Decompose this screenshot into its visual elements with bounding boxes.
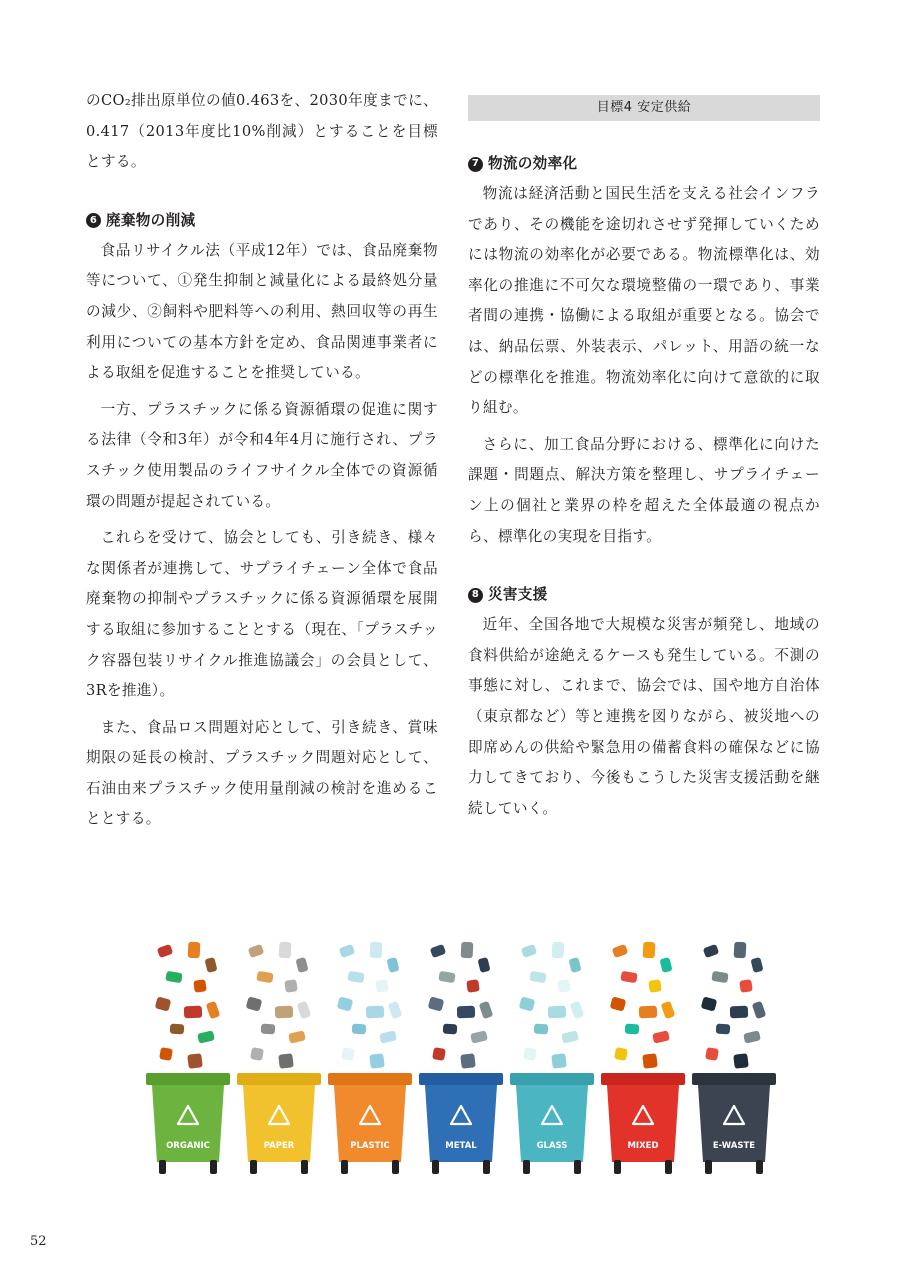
waste-item-icon	[369, 1053, 385, 1069]
bin-wheel	[210, 1160, 217, 1174]
bin-label: PAPER	[263, 1141, 295, 1151]
left-column	[86, 86, 438, 835]
waste-item-icon	[659, 957, 672, 973]
waste-item-icon	[661, 1001, 676, 1019]
waste-item-icon	[523, 1047, 537, 1061]
waste-item-icon	[375, 979, 389, 993]
bin-organic	[146, 942, 230, 1174]
waste-item-icon	[739, 979, 753, 993]
section-number-badge: 8	[468, 588, 483, 603]
waste-item-icon	[279, 942, 292, 959]
bin-wheel	[705, 1160, 712, 1174]
waste-item-icon	[734, 942, 747, 959]
bin-wheel	[432, 1160, 439, 1174]
waste-item-icon	[730, 1006, 748, 1019]
waste-item-icon	[256, 971, 273, 983]
bin-lid	[692, 1073, 776, 1085]
waste-item-icon	[519, 996, 536, 1011]
bin-paper	[237, 942, 321, 1174]
waste-item-icon	[561, 1030, 579, 1043]
waste-item-icon	[278, 1053, 294, 1069]
bin-label: PLASTIC	[350, 1141, 390, 1151]
waste-item-icon	[614, 1047, 628, 1061]
bin-wheel	[756, 1160, 763, 1174]
waste-item-icon	[206, 1001, 221, 1019]
waste-item-icon	[443, 1024, 458, 1035]
waste-item-icon	[352, 1024, 367, 1035]
waste-item-icon	[165, 971, 182, 983]
waste-item-icon	[379, 1030, 397, 1043]
waste-item-icon	[386, 957, 399, 973]
waste-item-icon	[339, 944, 356, 958]
waste-item-icon	[159, 1047, 173, 1061]
waste-item-icon	[529, 971, 546, 983]
waste-item-icon	[188, 942, 201, 959]
waste-item-icon	[548, 1006, 566, 1019]
bin-label: GLASS	[536, 1141, 568, 1151]
bin-wheel	[301, 1160, 308, 1174]
bin-lid	[328, 1073, 412, 1085]
waste-item-icon	[388, 1001, 403, 1019]
bin-label: ORGANIC	[166, 1141, 210, 1151]
bin-label: E-WASTE	[712, 1141, 756, 1151]
waste-item-icon	[184, 1006, 202, 1019]
section-7-paragraph: 物流は経済活動と国民生活を支える社会インフラであり、その機能を途切れさせず発揮していくためには物流の効率化が必要である。物流標準化は、効率化の推進に不可欠な環境整備の一環であり、事業者間の連携・協働による取組が重要となる。協会では、納品伝票、外装表示、パレット、用語の統一などの標準化を推進。物流効率化に向けて意欲的に取り組む。	[468, 185, 820, 417]
waste-item-icon	[551, 1053, 567, 1069]
waste-item-icon	[275, 1006, 293, 1019]
page-number: 52	[30, 1234, 47, 1249]
waste-item-icon	[610, 996, 627, 1011]
waste-item-icon	[366, 1006, 384, 1019]
waste-item-icon	[157, 944, 174, 958]
bin-label: METAL	[445, 1141, 477, 1151]
waste-item-icon	[625, 1024, 640, 1035]
bin-lid	[510, 1073, 594, 1085]
section-7-heading	[468, 149, 820, 179]
waste-item-icon	[341, 1047, 355, 1061]
waste-item-icon	[457, 1006, 475, 1019]
section-6-heading	[86, 206, 438, 236]
bin-wheel	[341, 1160, 348, 1174]
waste-item-icon	[752, 1001, 767, 1019]
bin-lid	[237, 1073, 321, 1085]
section-6-paragraph: これらを受けて、協会としても、引き続き、様々な関係者が連携して、サプライチェーン全体で食品廃棄物の抑制やプラスチックに係る資源循環を展開する取組に参加することとする（現在、「プラスチック容器包装リサイクル推進協議会」の会員として、3Rを推進）。	[86, 529, 438, 700]
waste-item-icon	[466, 979, 480, 993]
waste-item-icon	[570, 1001, 585, 1019]
waste-item-icon	[642, 1053, 658, 1069]
waste-item-icon	[743, 1030, 761, 1043]
section-8-paragraph: 近年、全国各地で大規模な災害が頻発し、地域の食料供給が途絶えるケースも発生している。不測の事態に対し、これまで、協会では、国や地方自治体（東京都など）等と連携を図りながら、被災地への即席めんの供給や緊急用の備蓄食料の確保などに協力してきており、今後もこうした災害支援活動を継続していく。	[468, 616, 820, 817]
waste-item-icon	[460, 1053, 476, 1069]
section-6-paragraph: 一方、プラスチックに係る資源循環の促進に関する法律（令和3年）が令和4年4月に施行され、プラスチック使用製品のライフサイクル全体での資源循環の問題が提起されている。	[86, 400, 438, 510]
waste-item-icon	[295, 957, 308, 973]
bin-wheel	[250, 1160, 257, 1174]
waste-item-icon	[705, 1047, 719, 1061]
waste-item-icon	[521, 944, 538, 958]
bin-lid	[601, 1073, 685, 1085]
waste-item-icon	[733, 1053, 749, 1069]
section-title: 物流の効率化	[488, 155, 578, 172]
waste-item-icon	[643, 942, 656, 959]
waste-item-icon	[612, 944, 629, 958]
waste-item-icon	[534, 1024, 549, 1035]
section-7-paragraph: さらに、加工食品分野における、標準化に向けた課題・問題点、解決方策を整理し、サプライチェーン上の個社と業界の枠を超えた全体最適の視点から、標準化の実現を目指す。	[468, 435, 820, 545]
section-number-badge: 6	[86, 213, 101, 228]
waste-item-icon	[750, 957, 763, 973]
waste-item-icon	[652, 1030, 670, 1043]
waste-item-icon	[187, 1053, 203, 1069]
bin-wheel	[159, 1160, 166, 1174]
goal-banner: 目標4 安定供給	[468, 95, 820, 121]
section-title: 廃棄物の削減	[106, 211, 196, 229]
recycling-bins-illustration	[140, 930, 780, 1185]
waste-item-icon	[370, 942, 383, 959]
continuation-paragraph: のCO₂排出原単位の値0.463を、2030年度までに、0.417（2013年度比10%削減）とすることを目標とする。	[86, 92, 438, 171]
waste-item-icon	[477, 957, 490, 973]
waste-item-icon	[701, 996, 718, 1011]
bin-wheel	[665, 1160, 672, 1174]
waste-item-icon	[284, 979, 298, 993]
waste-item-icon	[248, 944, 265, 958]
waste-item-icon	[337, 996, 354, 1011]
waste-item-icon	[552, 942, 565, 959]
waste-item-icon	[461, 942, 474, 959]
waste-item-icon	[197, 1030, 215, 1043]
bin-mixed	[601, 942, 685, 1174]
bin-e-waste	[692, 942, 776, 1174]
right-column	[468, 86, 820, 824]
waste-item-icon	[711, 971, 728, 983]
waste-item-icon	[703, 944, 720, 958]
waste-item-icon	[557, 979, 571, 993]
waste-item-icon	[568, 957, 581, 973]
waste-item-icon	[246, 996, 263, 1011]
waste-item-icon	[250, 1047, 264, 1061]
bin-wheel	[574, 1160, 581, 1174]
section-title: 災害支援	[488, 586, 548, 604]
bin-lid	[419, 1073, 503, 1085]
bin-plastic	[328, 942, 412, 1174]
section-number-badge: 7	[468, 157, 483, 172]
waste-item-icon	[438, 971, 455, 983]
bin-lid	[146, 1073, 230, 1085]
bin-wheel	[523, 1160, 530, 1174]
waste-item-icon	[288, 1030, 306, 1043]
waste-item-icon	[170, 1024, 185, 1035]
waste-item-icon	[155, 996, 172, 1011]
bin-label: MIXED	[627, 1141, 659, 1151]
waste-item-icon	[428, 996, 445, 1011]
waste-item-icon	[297, 1001, 312, 1019]
waste-item-icon	[261, 1024, 276, 1035]
waste-item-icon	[204, 957, 217, 973]
waste-item-icon	[470, 1030, 488, 1043]
section-8-heading	[468, 580, 820, 610]
waste-item-icon	[347, 971, 364, 983]
waste-item-icon	[430, 944, 447, 958]
waste-item-icon	[193, 979, 207, 993]
bin-metal	[419, 942, 503, 1174]
bin-wheel	[392, 1160, 399, 1174]
section-6-paragraph: また、食品ロス問題対応として、引き続き、賞味期限の延長の検討、プラスチック問題対応として、石油由来プラスチック使用量削減の検討を進めることとする。	[86, 718, 438, 828]
waste-item-icon	[479, 1001, 494, 1019]
section-6-paragraph: 食品リサイクル法（平成12年）では、食品廃棄物等について、①発生抑制と減量化による最終処分量の減少、②飼料や肥料等への利用、熱回収等の再生利用についての基本方針を定め、食品関連事業者による取組を促進することを推奨している。	[86, 241, 438, 382]
bin-wheel	[483, 1160, 490, 1174]
waste-item-icon	[716, 1024, 731, 1035]
waste-item-icon	[432, 1047, 446, 1061]
bin-wheel	[614, 1160, 621, 1174]
waste-item-icon	[639, 1006, 657, 1019]
waste-item-icon	[620, 971, 637, 983]
waste-item-icon	[648, 979, 662, 993]
bin-glass	[510, 942, 594, 1174]
